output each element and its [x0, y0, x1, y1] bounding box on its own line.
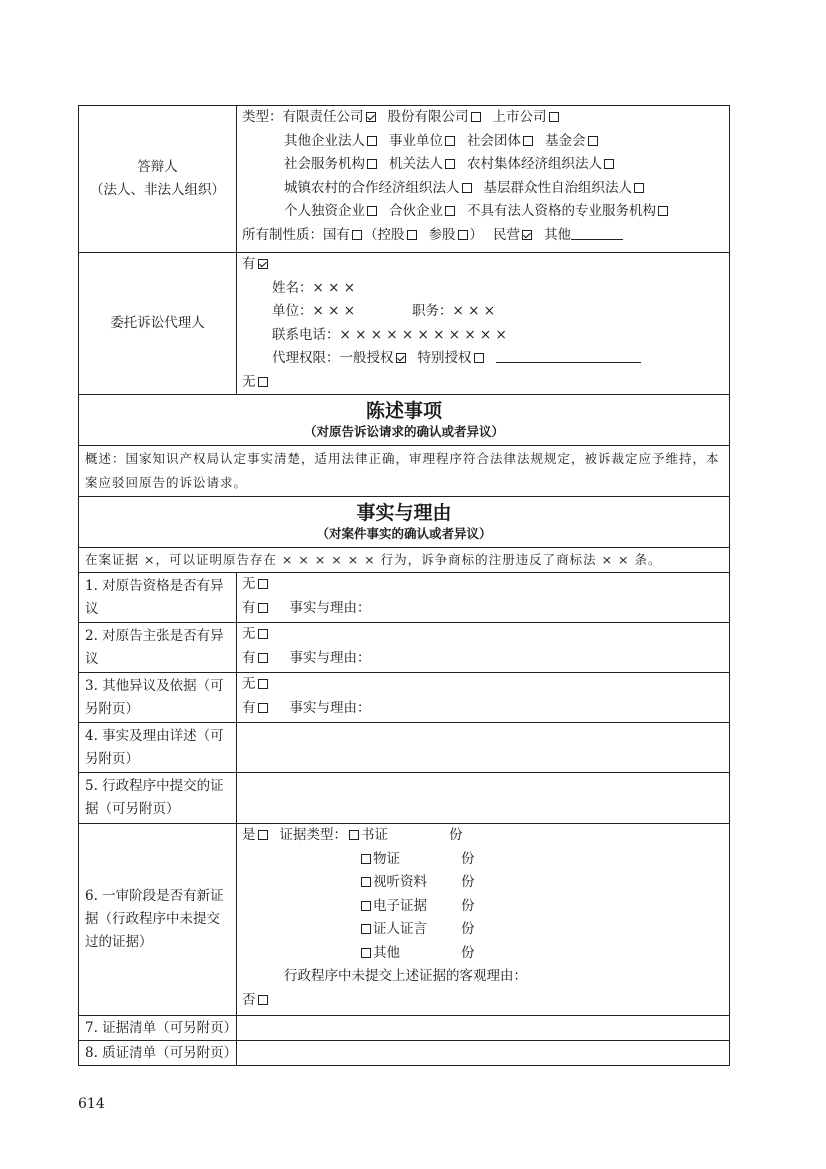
private-label: 民营	[493, 226, 520, 243]
type-option-label: 事业单位	[389, 132, 443, 149]
evidence-type-checkbox[interactable]	[361, 924, 371, 934]
item-1-options	[237, 573, 730, 623]
new-evidence-no-checkbox[interactable]	[258, 995, 268, 1005]
agent-no-label: 无	[242, 373, 256, 390]
new-evidence-no-label: 否	[242, 991, 256, 1008]
item-3-none-label: 无	[242, 676, 256, 692]
item-3-have-checkbox[interactable]	[258, 703, 268, 713]
item-1-label: 1. 对原告资格是否有异议	[79, 573, 237, 623]
other-blank[interactable]	[571, 227, 623, 240]
evidence-type-name: 物证	[373, 850, 400, 867]
evidence-type-checkbox[interactable]	[361, 877, 371, 887]
respondent-label: 答辩人	[137, 159, 178, 175]
type-line	[242, 177, 724, 201]
new-evidence-yes-checkbox[interactable]	[258, 830, 268, 840]
item-1-have-label: 有	[242, 599, 256, 616]
evidence-type-checkbox[interactable]	[361, 901, 371, 911]
evidence-type-unit: 份	[461, 850, 475, 867]
special-authority-label: 特别授权	[417, 350, 472, 366]
respondent-label-cell	[79, 106, 237, 253]
item-7-label: 7. 证据清单（可另附页）	[79, 1016, 237, 1041]
item-6-cell	[237, 824, 730, 1016]
evidence-type-name: 电子证据	[373, 897, 427, 914]
special-authority-blank[interactable]	[496, 350, 641, 363]
item-6-label: 6. 一审阶段是否有新证据（行政程序中未提交过的证据）	[79, 824, 237, 1016]
statement-title: 陈述事项	[365, 400, 442, 422]
item-8-row	[79, 1041, 730, 1066]
item-3-options	[237, 673, 730, 723]
agent-yes-label: 有	[242, 256, 256, 272]
respondent-type-options	[242, 106, 724, 224]
type-option-label: 机关法人	[389, 156, 443, 172]
share-label: 参股	[428, 226, 456, 243]
facts-title: 事实与理由	[356, 502, 452, 524]
type-option-checkbox[interactable]	[549, 112, 559, 122]
type-option-checkbox[interactable]	[471, 112, 481, 122]
item-7-field[interactable]	[237, 1016, 730, 1041]
evidence-type-name: 书证	[361, 827, 388, 843]
item-5-field[interactable]	[237, 773, 730, 824]
type-option-checkbox[interactable]	[366, 112, 376, 122]
evidence-type-name: 视听资料	[373, 874, 427, 890]
type-option-label: 合伙企业	[389, 203, 443, 219]
type-option-label: 基金会	[545, 132, 586, 149]
type-option-label: 社会团体	[467, 132, 521, 149]
evidence-type-unit: 份	[449, 827, 463, 843]
evidence-type-list	[242, 848, 724, 966]
holding-checkbox[interactable]	[407, 230, 417, 240]
evidence-type-name: 其他	[373, 944, 400, 961]
item-2-have-label: 有	[242, 649, 256, 666]
evidence-type-unit: 份	[461, 921, 475, 937]
statement-subtitle: （对原告诉讼请求的确认或者异议）	[303, 424, 504, 439]
general-authority-label: 一般授权	[339, 350, 394, 366]
item-2-none-label: 无	[242, 626, 256, 642]
item-8-field[interactable]	[237, 1041, 730, 1066]
item-5-label: 5. 行政程序中提交的证据（可另附页）	[79, 773, 237, 824]
evidence-type-name: 证人证言	[373, 921, 427, 937]
evidence-type-item	[242, 895, 724, 919]
agent-phone: 联系电话：× × × × × × × × × × ×	[272, 326, 507, 343]
new-evidence-yes-label: 是	[242, 827, 256, 843]
type-option-checkbox[interactable]	[523, 136, 533, 146]
statement-header-row	[79, 395, 730, 446]
holding-label: 控股	[377, 226, 405, 243]
agent-position: 职务：× × ×	[412, 303, 496, 319]
item-8-label: 8. 质证清单（可另附页）	[79, 1041, 237, 1066]
item-1-none-checkbox[interactable]	[258, 579, 268, 589]
type-option-checkbox[interactable]	[588, 136, 598, 146]
type-option-checkbox[interactable]	[367, 136, 377, 146]
evidence-type-unit: 份	[461, 874, 475, 890]
evidence-type-item	[242, 918, 724, 942]
evidence-type-unit: 份	[461, 944, 475, 961]
agent-name: 姓名：× × ×	[272, 279, 356, 296]
item-4-label: 4. 事实及理由详述（可另附页）	[79, 723, 237, 773]
type-option-label: 农村集体经济组织法人	[467, 156, 602, 172]
general-authority-checkbox[interactable]	[396, 353, 406, 363]
type-option-checkbox[interactable]	[445, 206, 455, 216]
defense-form-table	[78, 105, 730, 1066]
evidence-type-checkbox[interactable]	[361, 854, 371, 864]
facts-header	[79, 497, 730, 548]
agent-row	[79, 253, 730, 395]
type-option-label: 社会服务机构	[284, 156, 365, 172]
type-option-checkbox[interactable]	[445, 136, 455, 146]
type-option-checkbox[interactable]	[462, 183, 472, 193]
item-1-have-checkbox[interactable]	[258, 603, 268, 613]
respondent-row	[79, 106, 730, 253]
facts-text-row	[79, 548, 730, 573]
item-2-label: 2. 对原告主张是否有异议	[79, 623, 237, 673]
evidence-type-item	[242, 871, 724, 895]
facts-header-row	[79, 497, 730, 548]
type-option-label: 个人独资企业	[284, 203, 365, 219]
type-prefix: 类型：	[242, 109, 283, 125]
item-1-reason: 事实与理由：	[289, 599, 371, 616]
item-3-reason: 事实与理由：	[289, 699, 371, 716]
item-2-reason: 事实与理由：	[289, 649, 371, 666]
item-2-have-checkbox[interactable]	[258, 653, 268, 663]
evidence-type-item	[242, 848, 724, 872]
type-option-label: 不具有法人资格的专业服务机构	[467, 203, 656, 219]
item-1-row	[79, 573, 730, 623]
agent-no-checkbox[interactable]	[258, 377, 268, 387]
type-line	[242, 130, 724, 154]
type-option-label: 上市公司	[492, 109, 547, 125]
ownership-prefix: 所有制性质：	[242, 226, 323, 243]
type-option-label: 城镇农村的合作经济组织法人	[284, 179, 460, 196]
item-4-field[interactable]	[237, 723, 730, 773]
new-evidence-reason: 行政程序中未提交上述证据的客观理由：	[284, 968, 527, 984]
evidence-type-checkbox[interactable]	[361, 948, 371, 958]
item-2-options	[237, 623, 730, 673]
type-option-label: 其他企业法人	[284, 132, 365, 149]
type-line	[242, 153, 724, 177]
facts-text: 在案证据 ×，可以证明原告存在 × × × × × × 行为，诉争商标的注册违反了商标法 × × 条。	[79, 548, 730, 573]
private-checkbox[interactable]	[522, 230, 532, 240]
type-option-checkbox[interactable]	[634, 183, 644, 193]
evidence-type-item	[242, 942, 724, 966]
statement-text: 概述：国家知识产权局认定事实清楚，适用法律正确，审理程序符合法律法规规定，被诉裁定应予维持，本案应驳回原告的诉讼请求。	[79, 446, 730, 497]
state-owned-checkbox[interactable]	[352, 230, 362, 240]
item-6-row	[79, 824, 730, 1016]
special-authority-checkbox[interactable]	[474, 353, 484, 363]
paren-open: （	[364, 226, 378, 243]
type-option-checkbox[interactable]	[604, 159, 614, 169]
item-1-none-label: 无	[242, 576, 256, 592]
agent-cell	[237, 253, 730, 395]
type-line	[242, 200, 724, 224]
share-checkbox[interactable]	[458, 230, 468, 240]
paren-close: ）	[469, 226, 483, 243]
type-option-checkbox[interactable]	[445, 159, 455, 169]
other-label: 其他	[544, 226, 571, 243]
state-owned-label: 国有	[323, 226, 350, 243]
type-option-checkbox[interactable]	[367, 206, 377, 216]
type-option-label: 有限责任公司	[282, 109, 364, 125]
statement-text-row	[79, 446, 730, 497]
type-option-label: 基层群众性自治组织法人	[483, 179, 632, 196]
statement-header	[79, 395, 730, 446]
agent-label: 委托诉讼代理人	[79, 253, 237, 395]
ownership-line	[242, 224, 724, 248]
facts-subtitle: （对案件事实的确认或者异议）	[316, 526, 492, 541]
item-2-row	[79, 623, 730, 673]
item-4-row	[79, 723, 730, 773]
item-3-none-checkbox[interactable]	[258, 679, 268, 689]
type-option-checkbox[interactable]	[658, 206, 668, 216]
item-3-label: 3. 其他异议及依据（可另附页）	[79, 673, 237, 723]
authority-prefix: 代理权限：	[272, 350, 340, 366]
type-option-label: 股份有限公司	[387, 109, 469, 125]
item-5-row	[79, 773, 730, 824]
item-3-have-label: 有	[242, 699, 256, 716]
item-2-none-checkbox[interactable]	[258, 629, 268, 639]
evidence-type-label: 证据类型：	[279, 827, 347, 843]
evidence-type-unit: 份	[461, 897, 475, 914]
evidence-type-checkbox[interactable]	[349, 830, 359, 840]
type-option-checkbox[interactable]	[367, 159, 377, 169]
item-7-row	[79, 1016, 730, 1041]
agent-yes-checkbox[interactable]	[258, 259, 268, 269]
agent-unit: 单位：× × ×	[272, 303, 356, 319]
page-number: 614	[78, 1096, 105, 1112]
respondent-sublabel: （法人、非法人组织）	[90, 182, 225, 198]
type-line	[242, 106, 724, 130]
item-3-row	[79, 673, 730, 723]
respondent-type-cell	[237, 106, 730, 253]
